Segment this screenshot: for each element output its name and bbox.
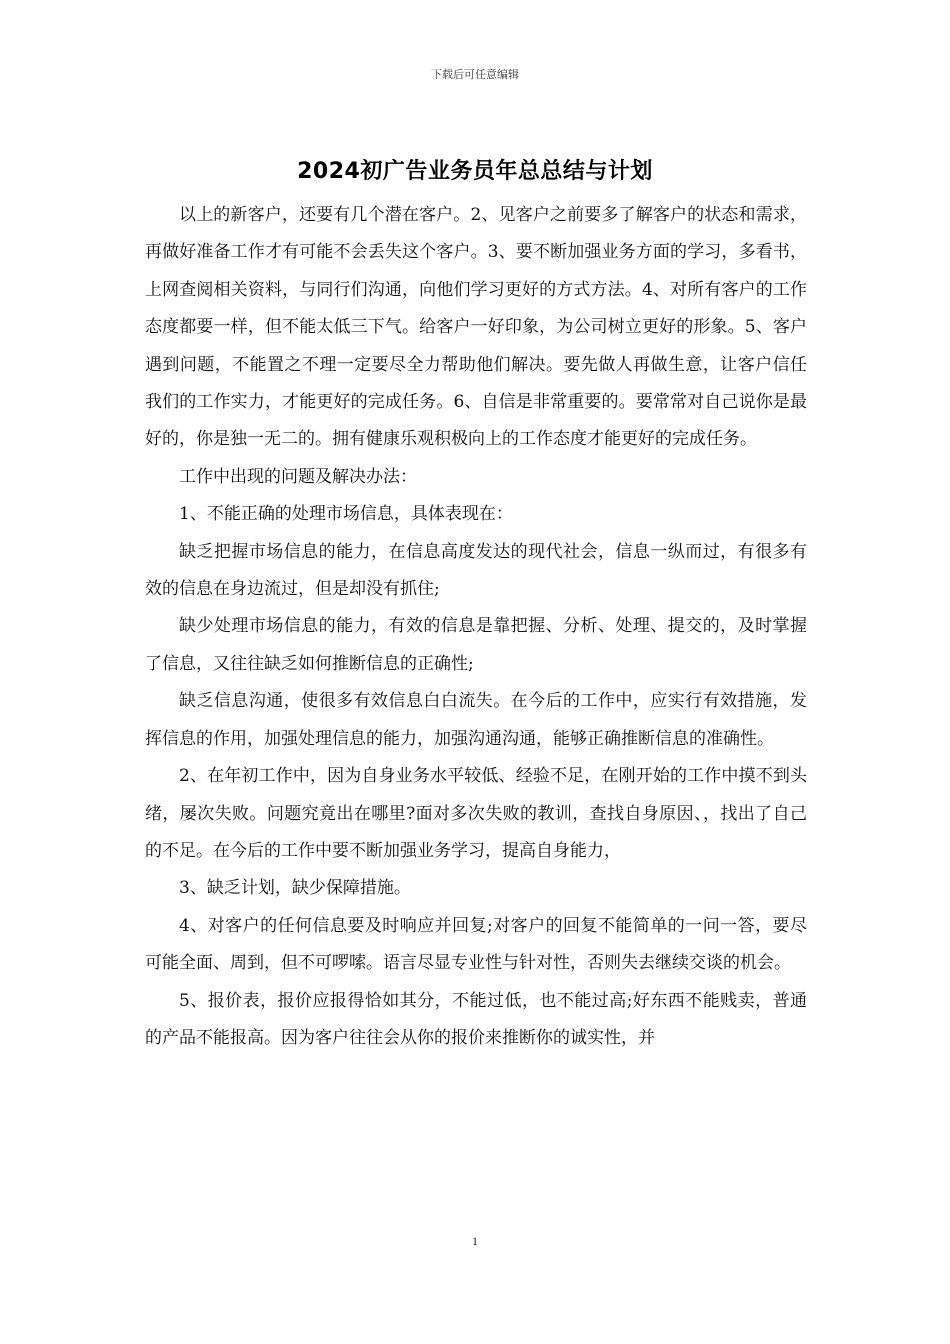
document-title: 2024初广告业务员年总总结与计划 — [297, 159, 653, 184]
paragraph: 5、报价表，报价应报得恰如其分，不能过低，也不能过高;好东西不能贱卖，普通的产品不能报高。因为客户往往会从你的报价来推断你的诚实性，并 — [145, 990, 807, 1048]
paragraph: 缺少处理市场信息的能力，有效的信息是靠把握、分析、处理、提交的，及时掌握了信息，又往往缺乏如何推断信息的正确性; — [145, 616, 807, 674]
document-body — [145, 197, 807, 1057]
paragraph: 3、缺乏计划，缺少保障措施。 — [179, 878, 411, 899]
paragraph: 1、不能正确的处理市场信息，具体表现在： — [179, 504, 513, 525]
paragraph: 以上的新客户，还要有几个潜在客户。2、见客户之前要多了解客户的状态和需求，再做好准备工作才有可能不会丢失这个客户。3、要不断加强业务方面的学习，多看书，上网查阅相关资料，与同行们沟通，向他们学习更好的方式方法。4、对所有客户的工作态度都要一样，但不能太低三下气。给客户一好印象，为公司树立更好的形象。5、客户遇到问题，不能置之不理一定要尽全力帮助他们解决。要先做人再做生意，让客户信任我们的工作实力，才能更好的完成任务。6、自信是非常重要的。要常常对自己说你是最好的，你是独一无二的。拥有健康乐观积极向上的工作态度才能更好的完成任务。 — [145, 205, 807, 450]
paragraph: 工作中出现的问题及解决办法： — [179, 466, 417, 487]
paragraph: 缺乏信息沟通，使很多有效信息白白流失。在今后的工作中，应实行有效措施，发挥信息的作用，加强处理信息的能力，加强沟通沟通，能够正确推断信息的准确性。 — [145, 691, 807, 749]
paragraph: 4、对客户的任何信息要及时响应并回复;对客户的回复不能简单的一问一答，要尽可能全面、周到，但不可啰嗦。语言尽显专业性与针对性，否则失去继续交谈的机会。 — [145, 915, 807, 974]
page-number: 1 — [472, 1234, 478, 1248]
paragraph: 2、在年初工作中，因为自身业务水平较低、经验不足，在刚开始的工作中摸不到头绪，屡次失败。问题究竟出在哪里?面对多次失败的教训，查找自身原因、，找出了自己的不足。在今后的工作中要不断加强业务学习，提高自身能力， — [145, 766, 807, 861]
page-header: 下载后可任意编辑 — [431, 68, 519, 81]
paragraph: 缺乏把握市场信息的能力，在信息高度发达的现代社会，信息一纵而过，有很多有效的信息在身边流过，但是却没有抓住; — [145, 541, 807, 600]
